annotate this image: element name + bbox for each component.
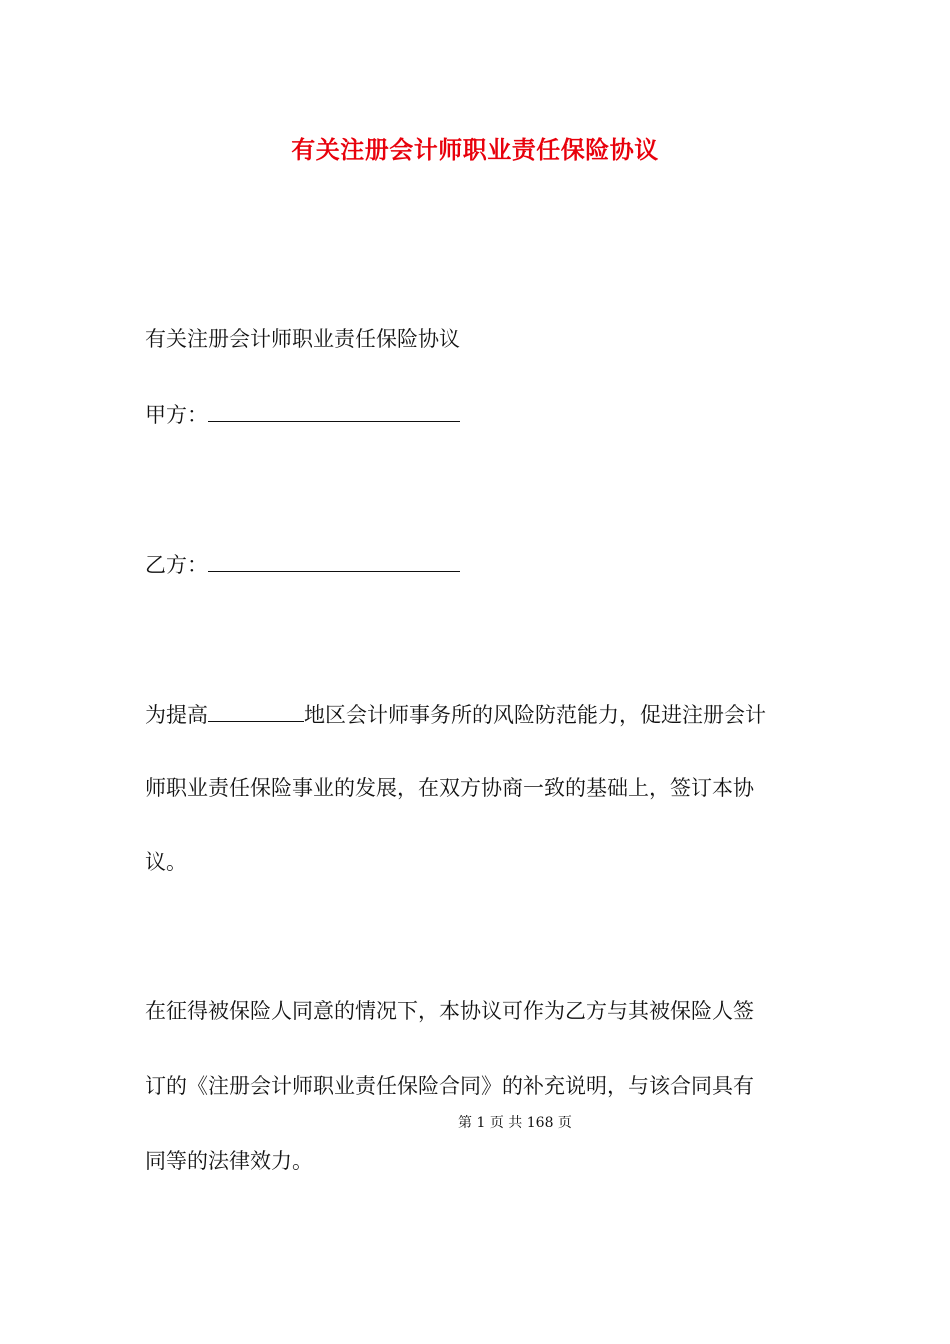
party-a-line <box>145 399 460 430</box>
document-title: 有关注册会计师职业责任保险协议 <box>291 136 659 164</box>
para1-line1-rest: 地区会计师事务所的风险防范能力，促进注册会计 <box>304 703 766 727</box>
paragraph-1-line-3: 议。 <box>145 850 187 874</box>
party-b-label: 乙方： <box>145 553 208 577</box>
paragraph-2-line-1: 在征得被保险人同意的情况下，本协议可作为乙方与其被保险人签 <box>145 999 754 1023</box>
document-subtitle: 有关注册会计师职业责任保险协议 <box>145 327 460 351</box>
paragraph-1-line-2: 师职业责任保险事业的发展，在双方协商一致的基础上，签订本协 <box>145 776 754 800</box>
paragraph-1-line-1 <box>145 699 766 730</box>
party-a-blank <box>208 399 460 422</box>
page-number-footer: 第 1 页 共 168 页 <box>458 1115 572 1131</box>
party-b-line <box>145 549 460 580</box>
paragraph-2-line-2: 订的《注册会计师职业责任保险合同》的补充说明，与该合同具有 <box>145 1074 754 1098</box>
para1-prefix: 为提高 <box>145 703 208 727</box>
party-b-blank <box>208 549 460 572</box>
paragraph-2-line-3: 同等的法律效力。 <box>145 1149 313 1173</box>
party-a-label: 甲方： <box>145 403 208 427</box>
region-blank <box>208 699 304 722</box>
